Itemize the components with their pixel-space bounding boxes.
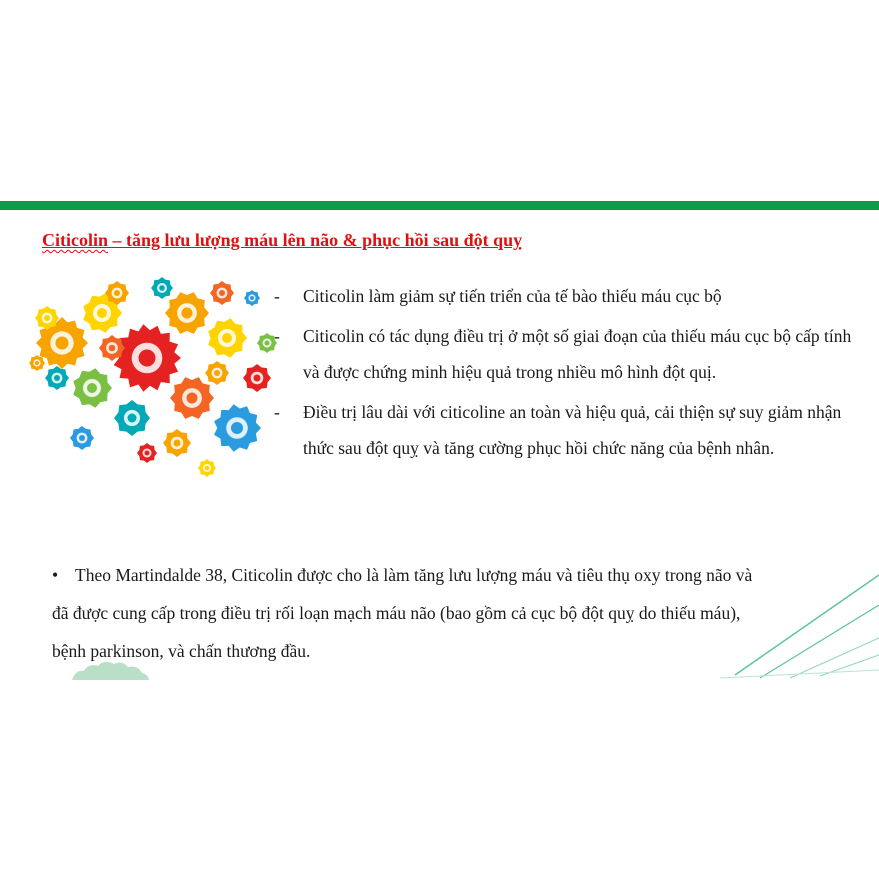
gear-center	[79, 435, 85, 441]
bullet-dash: -	[274, 325, 280, 346]
gear-center	[56, 337, 69, 350]
gear-center	[35, 361, 39, 365]
gear-center	[128, 414, 137, 423]
gear-center	[174, 440, 181, 447]
gear-center	[109, 345, 116, 352]
gear-center	[114, 290, 120, 296]
bullet-item	[270, 278, 870, 315]
top-accent-bar	[0, 201, 879, 210]
gear-center	[159, 285, 165, 291]
gear-center	[97, 308, 107, 318]
paragraph-line: đã được cung cấp trong điều trị rối loạn mạch máu não (bao gồm cả cục bộ đột quỵ do thiếu máu),	[52, 603, 741, 623]
gear-center	[182, 308, 193, 319]
gear-center	[219, 290, 225, 296]
tree-silhouette	[70, 655, 150, 680]
gear-center	[145, 451, 150, 456]
gear-center	[87, 383, 97, 393]
title-keyword: Citicolin	[42, 230, 108, 250]
bullet-item	[270, 394, 870, 467]
bullet-item	[270, 318, 870, 391]
bullet-text: Điều trị lâu dài với citicoline an toàn và hiệu quả, cải thiện sự suy giảm nhận thức sau đột quỵ và tăng cường phục hồi chức năng của bệnh nhân.	[303, 401, 842, 458]
gear-center	[214, 370, 220, 376]
bullet-text: Citicolin có tác dụng điều trị ở một số giai đoạn của thiếu máu cục bộ cấp tính và được chứng minh hiệu quả trong nhiều mô hình đột quị.	[303, 325, 852, 382]
brain-gears-icon	[22, 268, 282, 483]
bullet-list	[270, 278, 870, 470]
paragraph-bullet: •	[52, 565, 59, 585]
bullet-dash: -	[274, 286, 280, 306]
decorative-lines	[720, 560, 879, 685]
gear-center	[250, 296, 254, 300]
gear-center	[44, 315, 50, 321]
title-rest: – tăng lưu lượng máu lên não & phục hồi sau đột quỵ	[108, 230, 523, 250]
gear-center	[231, 422, 243, 434]
gear-center	[222, 333, 232, 343]
gear-center	[54, 375, 60, 381]
gear-center	[205, 466, 210, 471]
gear-center	[187, 393, 198, 404]
bullet-dash: -	[274, 401, 280, 422]
gear-center	[254, 375, 261, 382]
page-title	[42, 230, 522, 251]
paragraph-line: bệnh parkinson, và chấn thương đầu.	[52, 641, 311, 661]
gear-center	[139, 350, 156, 367]
paragraph-line: Theo Martindalde 38, Citicolin được cho là làm tăng lưu lượng máu và tiêu thụ oxy trong não và	[75, 565, 753, 585]
gear-center	[265, 341, 270, 346]
bullet-text: Citicolin làm giảm sự tiến triển của tế bào thiếu máu cục bộ	[303, 286, 722, 306]
